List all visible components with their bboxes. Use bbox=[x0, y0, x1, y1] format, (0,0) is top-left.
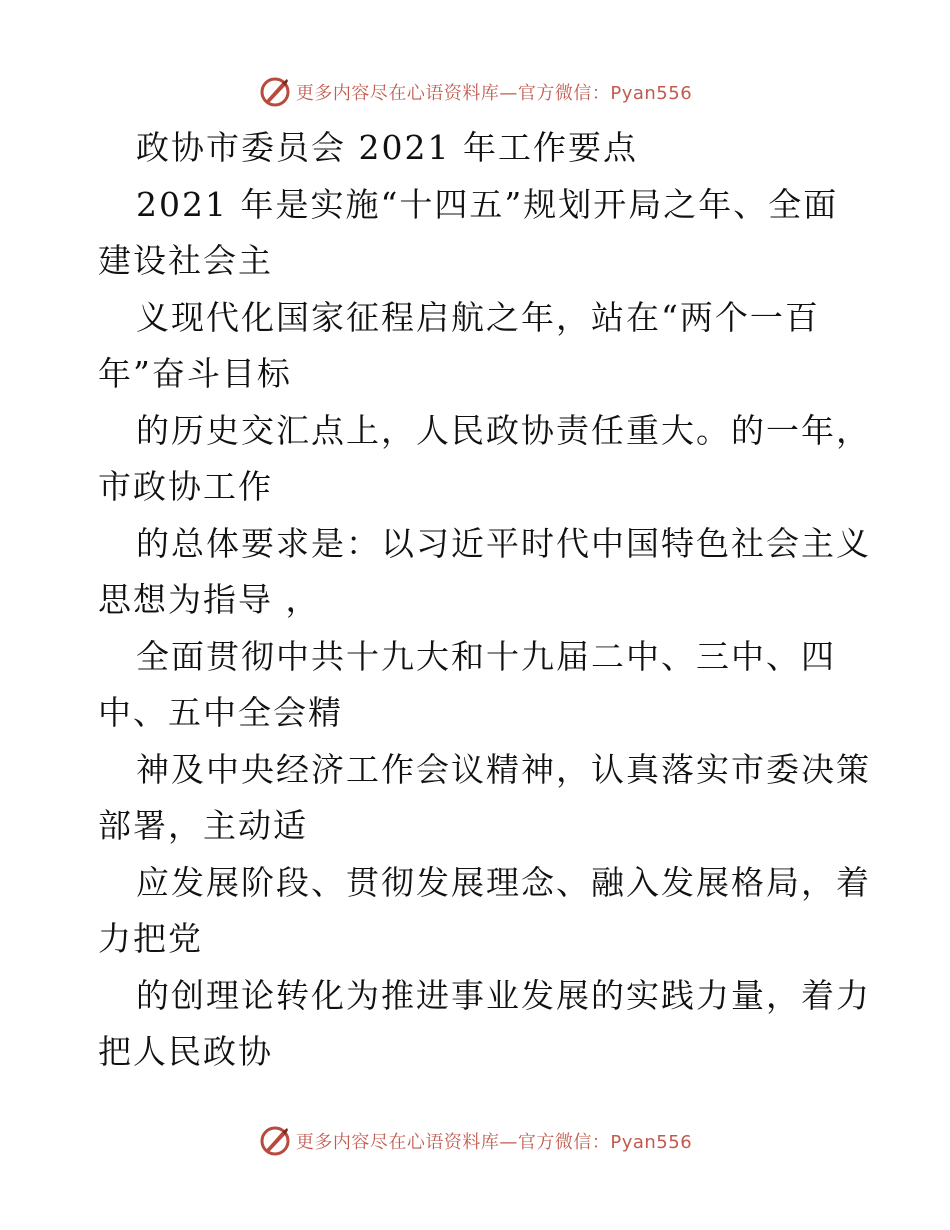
paragraph-line: 思想为指导 ， bbox=[98, 580, 321, 619]
quill-pen-logo-icon bbox=[258, 75, 292, 109]
quill-pen-logo-icon bbox=[258, 1124, 292, 1158]
paragraph-line: 年”奋斗目标 bbox=[98, 354, 292, 393]
paragraph-line: 2021 年是实施“十四五”规划开局之年、全面 bbox=[136, 184, 839, 224]
paragraph-line: 的总体要求是：以习近平时代中国特色社会主义 bbox=[136, 523, 871, 563]
paragraph-line: 建设社会主 bbox=[98, 241, 273, 280]
footer-watermark-text: 更多内容尽在心语资料库—官方微信：Pyan556 bbox=[295, 1132, 693, 1153]
paragraph-line: 的创理论转化为推进事业发展的实践力量，着力 bbox=[136, 975, 871, 1015]
paragraph-line: 市政协工作 bbox=[98, 467, 273, 506]
paragraph-line: 中、五中全会精 bbox=[98, 693, 343, 732]
paragraph-line: 全面贯彻中共十九大和十九届二中、三中、四 bbox=[136, 636, 836, 676]
paragraph-line: 把人民政协 bbox=[98, 1032, 273, 1071]
header-watermark-text: 更多内容尽在心语资料库—官方微信：Pyan556 bbox=[295, 83, 693, 104]
footer-watermark bbox=[0, 1121, 950, 1161]
paragraph-line: 部署，主动适 bbox=[98, 806, 308, 845]
header-watermark bbox=[0, 72, 950, 112]
document-body bbox=[98, 120, 871, 1081]
paragraph-line: 应发展阶段、贯彻发展理念、融入发展格局，着 bbox=[136, 862, 871, 902]
paragraph-line: 义现代化国家征程启航之年，站在“两个一百 bbox=[136, 297, 820, 337]
paragraph-line: 力把党 bbox=[98, 919, 203, 958]
paragraph-line: 的历史交汇点上，人民政协责任重大。的一年， bbox=[136, 410, 871, 450]
paragraph-line: 神及中央经济工作会议精神，认真落实市委决策 bbox=[136, 749, 871, 789]
document-title: 政协市委员会 2021 年工作要点 bbox=[136, 128, 638, 167]
